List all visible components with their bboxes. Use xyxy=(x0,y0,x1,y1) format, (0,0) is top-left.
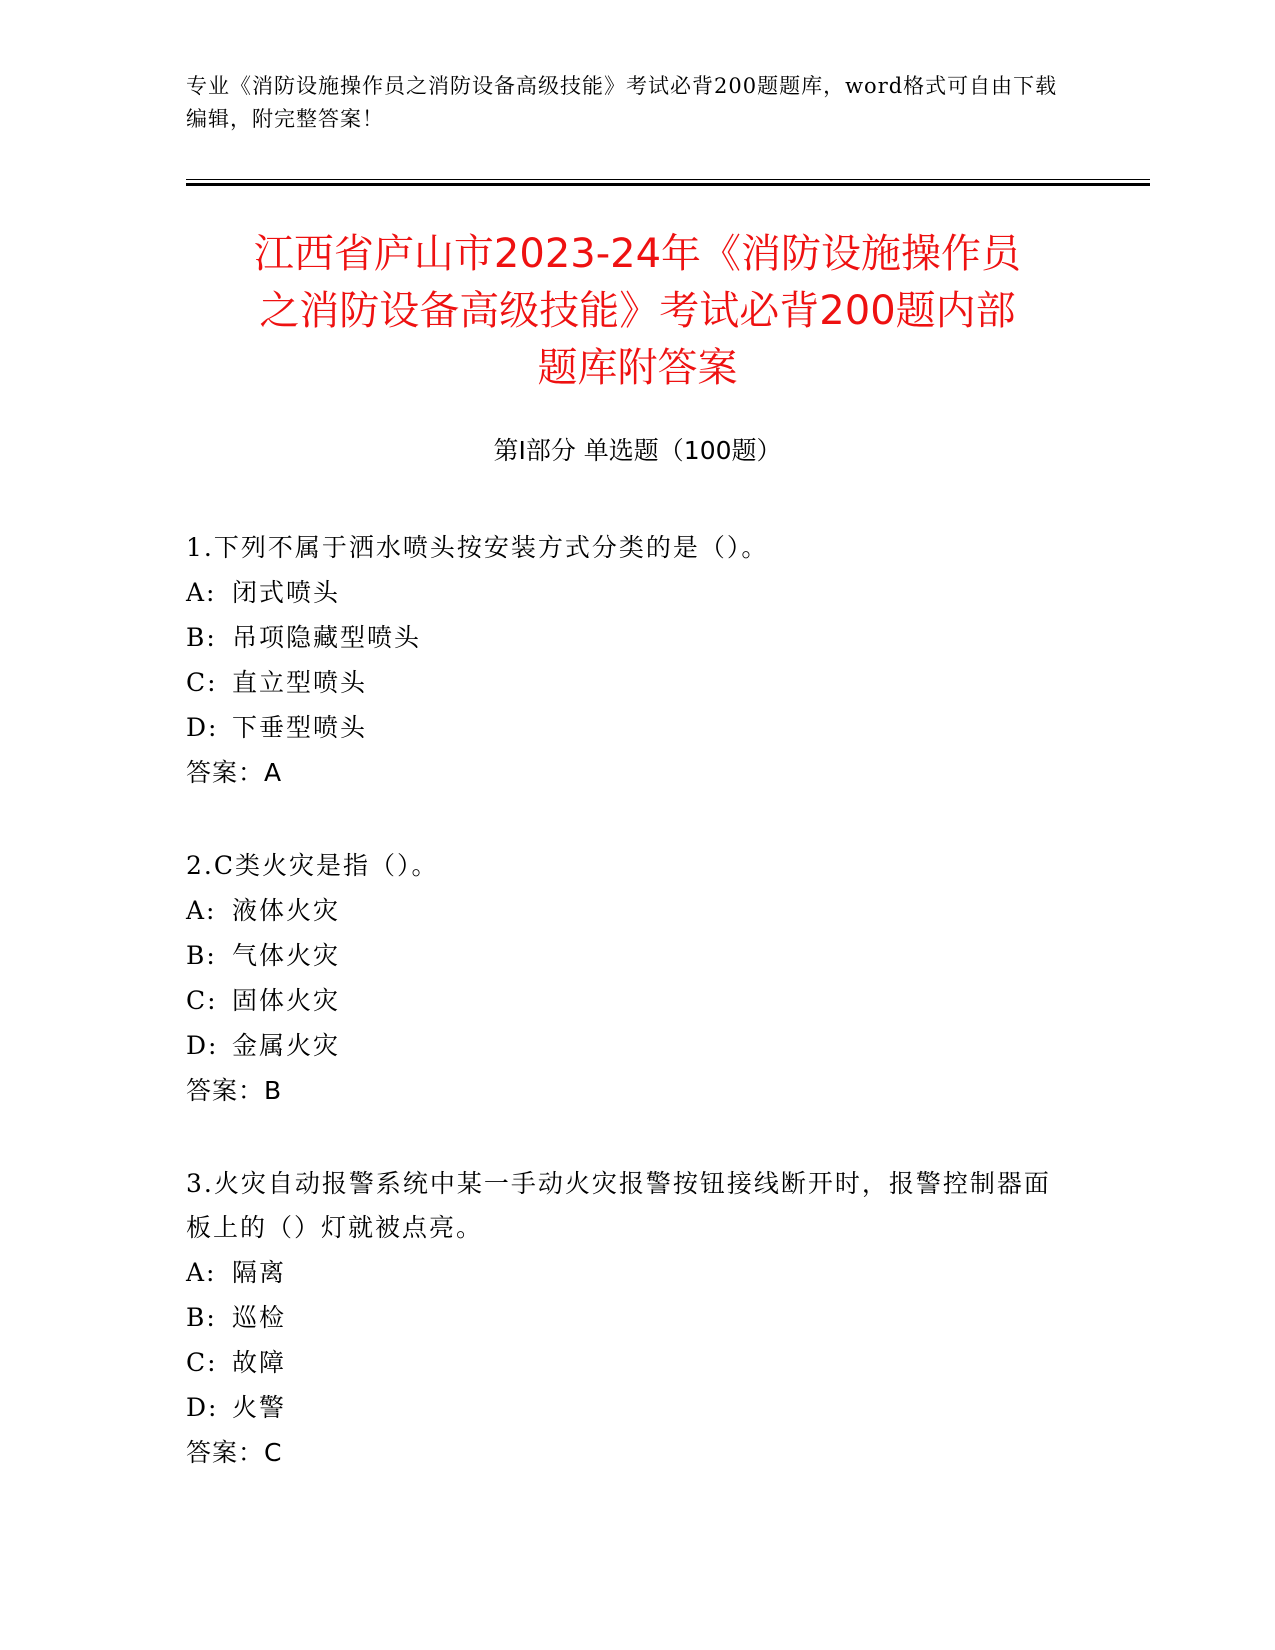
option-a xyxy=(186,570,1066,615)
question-stem: 3.火灾自动报警系统中某一手动火灾报警按钮接线断开时，报警控制器面板上的（）灯就被点亮。 xyxy=(186,1169,1051,1242)
question-block xyxy=(186,844,1066,1113)
answer-line: 答案：B xyxy=(186,1076,283,1105)
option-text: 下垂型喷头 xyxy=(232,713,368,742)
option-text: 隔离 xyxy=(232,1258,287,1287)
option-text: 火警 xyxy=(232,1393,287,1422)
option-text: 吊项隐藏型喷头 xyxy=(232,623,422,652)
option-letter: A: xyxy=(186,578,217,607)
title-line: 江西省庐山市2023-24年《消防设施操作员 xyxy=(253,231,1022,277)
header-divider-thin xyxy=(186,179,1150,180)
title-line: 之消防设备高级技能》考试必背200题内部 xyxy=(259,288,1016,334)
option-text: 气体火灾 xyxy=(232,941,341,970)
option-text: 直立型喷头 xyxy=(232,668,368,697)
question-block xyxy=(186,526,1066,795)
option-c xyxy=(186,978,1066,1023)
option-letter: B: xyxy=(186,941,217,970)
option-b xyxy=(186,933,1066,978)
option-b xyxy=(186,1295,1066,1340)
option-d xyxy=(186,705,1066,750)
header-note: 专业《消防设施操作员之消防设备高级技能》考试必背200题题库，word格式可自由下载编辑，附完整答案！ xyxy=(186,74,1058,131)
option-letter: A: xyxy=(186,1258,217,1287)
option-d xyxy=(186,1023,1066,1068)
option-letter: B: xyxy=(186,1303,217,1332)
option-d xyxy=(186,1385,1066,1430)
question-block xyxy=(186,1162,1066,1475)
option-c xyxy=(186,1340,1066,1385)
option-b xyxy=(186,615,1066,660)
option-letter: B: xyxy=(186,623,217,652)
question-stem: 2.C类火灾是指（）。 xyxy=(186,851,439,880)
option-text: 故障 xyxy=(232,1348,287,1377)
option-letter: C: xyxy=(186,668,218,697)
option-letter: C: xyxy=(186,1348,218,1377)
option-text: 固体火灾 xyxy=(232,986,341,1015)
option-letter: D: xyxy=(186,713,219,742)
option-letter: D: xyxy=(186,1031,219,1060)
option-letter: A: xyxy=(186,896,217,925)
option-letter: D: xyxy=(186,1393,219,1422)
section-title: 第I部分 单选题（100题） xyxy=(493,436,782,465)
question-stem: 1.下列不属于洒水喷头按安装方式分类的是（）。 xyxy=(186,533,769,562)
option-text: 巡检 xyxy=(232,1303,287,1332)
option-a xyxy=(186,1250,1066,1295)
option-text: 金属火灾 xyxy=(232,1031,341,1060)
option-text: 液体火灾 xyxy=(232,896,341,925)
document-title xyxy=(186,226,1089,397)
option-c xyxy=(186,660,1066,705)
answer-line: 答案：A xyxy=(186,758,283,787)
option-a xyxy=(186,888,1066,933)
header-divider-thick xyxy=(186,183,1150,186)
option-letter: C: xyxy=(186,986,218,1015)
title-line: 题库附答案 xyxy=(537,345,738,391)
option-text: 闭式喷头 xyxy=(232,578,341,607)
answer-line: 答案：C xyxy=(186,1438,283,1467)
